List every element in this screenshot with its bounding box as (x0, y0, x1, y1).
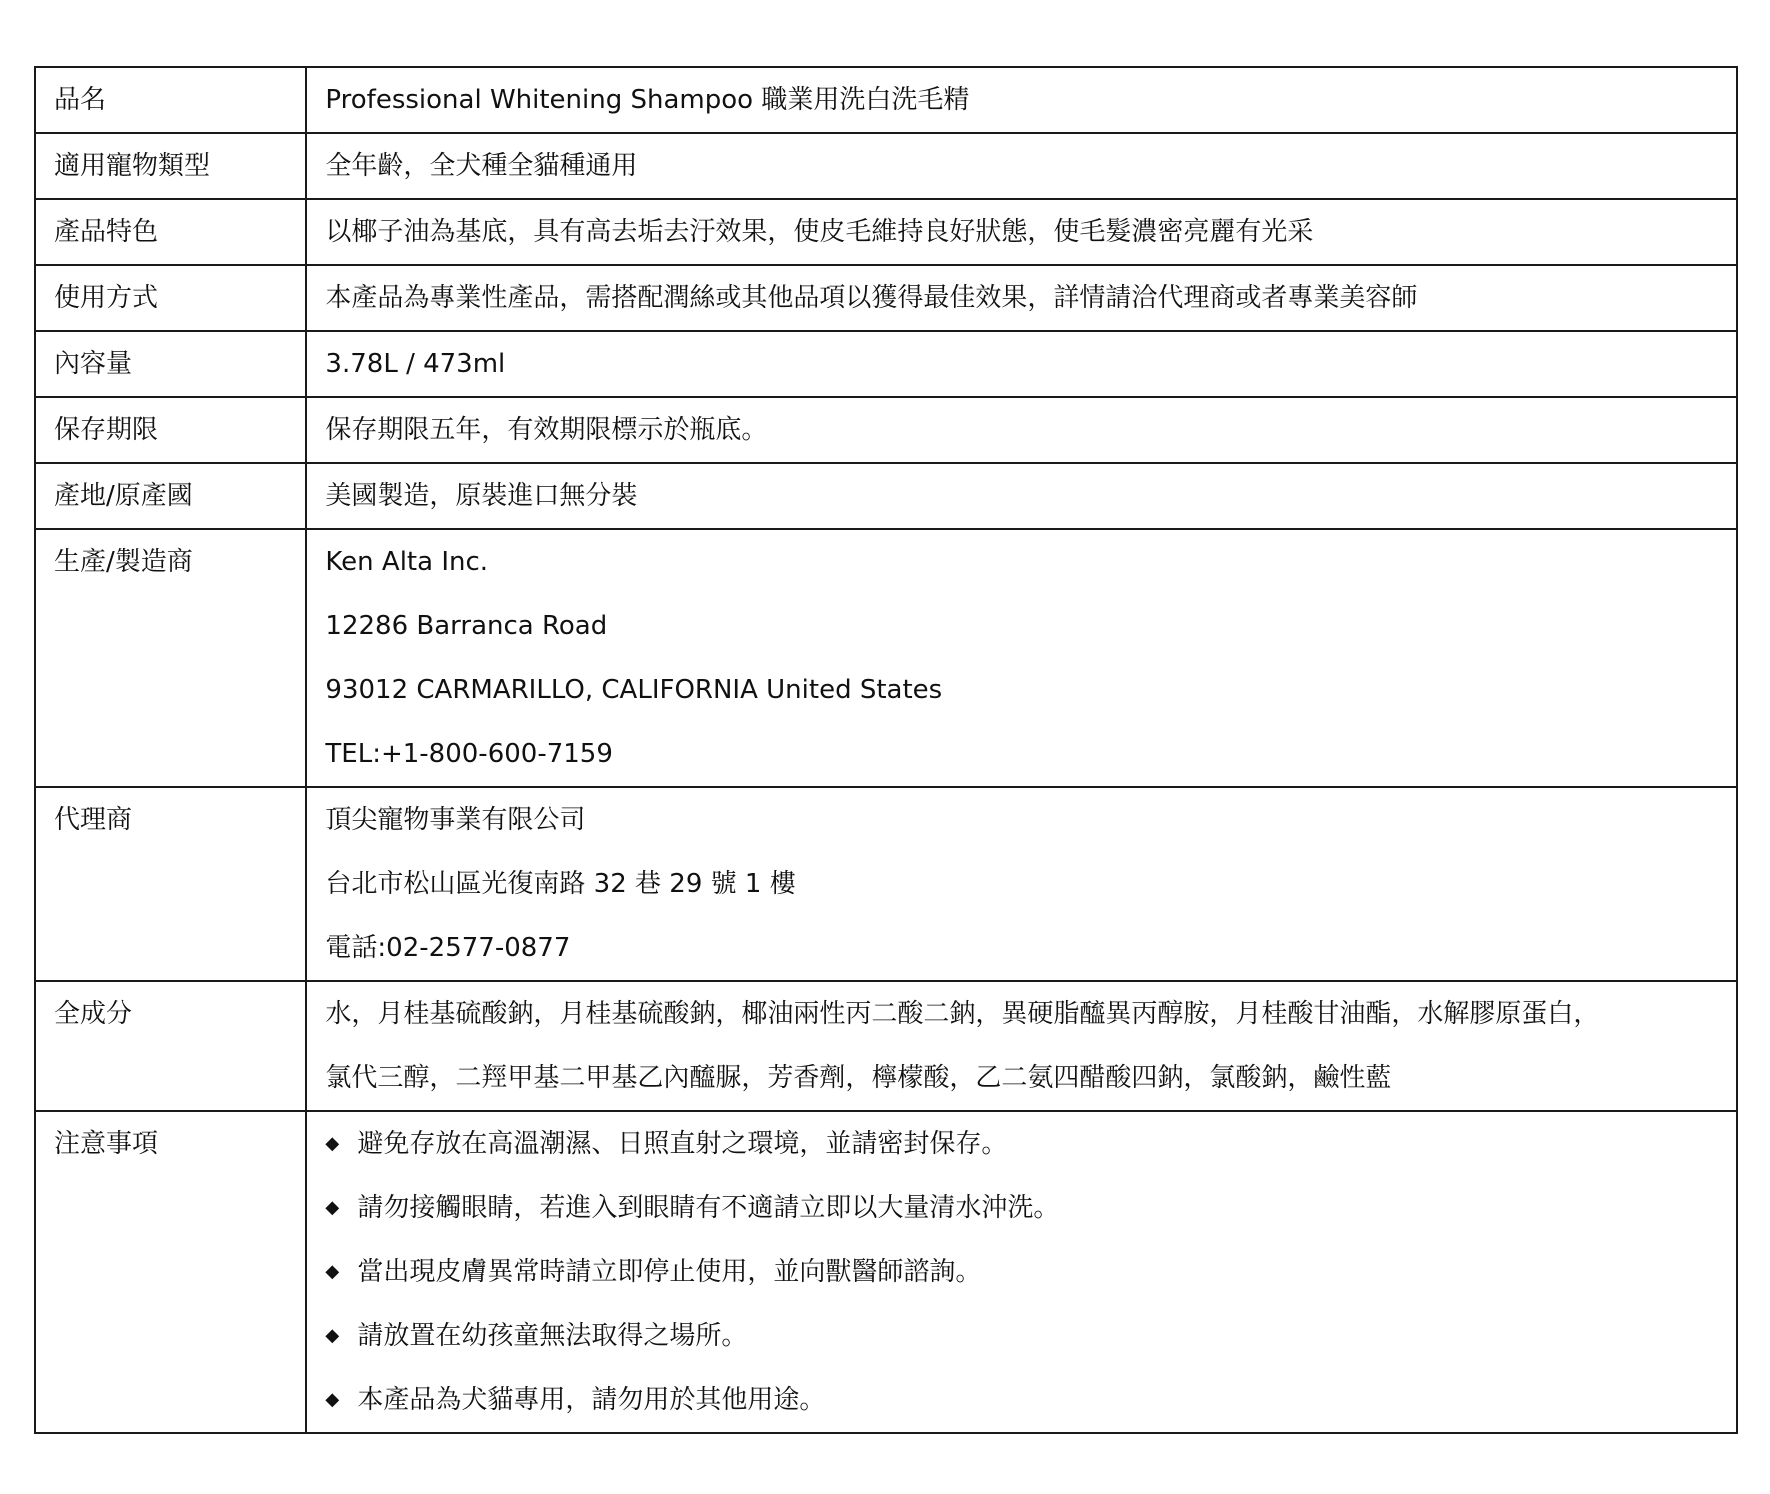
row-label: 適用寵物類型 (35, 133, 306, 199)
value-line: 12286 Barranca Road (325, 611, 608, 641)
diamond-bullet-icon: ◆ (325, 1261, 340, 1282)
note-item (325, 1240, 1718, 1304)
row-shelf-life (35, 397, 1737, 463)
note-text: 避免存放在高溫潮濕、日照直射之環境，並請密封保存。 (357, 1129, 1008, 1159)
row-label: 產品特色 (35, 199, 306, 265)
row-product-name (35, 67, 1737, 133)
diamond-bullet-icon: ◆ (325, 1133, 340, 1154)
note-item (325, 1368, 1718, 1432)
row-label: 保存期限 (35, 397, 306, 463)
row-volume (35, 331, 1737, 397)
value-line: 3.78L / 473ml (325, 349, 506, 379)
row-notes (35, 1111, 1737, 1433)
row-usage (35, 265, 1737, 331)
note-item (325, 1304, 1718, 1368)
diamond-bullet-icon: ◆ (325, 1389, 340, 1410)
row-value (306, 67, 1737, 133)
row-distributor (35, 787, 1737, 981)
diamond-bullet-icon: ◆ (325, 1197, 340, 1218)
value-line: TEL:+1-800-600-7159 (325, 739, 613, 769)
row-value (306, 1111, 1737, 1433)
row-label: 注意事項 (35, 1111, 306, 1433)
row-origin (35, 463, 1737, 529)
row-value (306, 981, 1737, 1111)
value-line: Professional Whitening Shampoo 職業用洗白洗毛精 (325, 85, 970, 115)
value-line: 以椰子油為基底，具有高去垢去汙效果，使皮毛維持良好狀態，使毛髮濃密亮麗有光采 (325, 217, 1314, 247)
value-line: Ken Alta Inc. (325, 547, 489, 577)
note-text: 請放置在幼孩童無法取得之場所。 (357, 1321, 748, 1351)
note-item (325, 1112, 1718, 1176)
value-line: 美國製造，原裝進口無分裝 (325, 481, 638, 511)
row-label: 代理商 (35, 787, 306, 981)
value-line: 台北市松山區光復南路 32 巷 29 號 1 樓 (325, 869, 796, 899)
value-line: 水，月桂基硫酸鈉，月桂基硫酸鈉，椰油兩性丙二酸二鈉，異硬脂醯異丙醇胺，月桂酸甘油酯，水解膠原蛋白， (325, 999, 1600, 1029)
row-value (306, 133, 1737, 199)
row-label: 產地/原產國 (35, 463, 306, 529)
note-text: 當出現皮膚異常時請立即停止使用，並向獸醫師諮詢。 (357, 1257, 982, 1287)
row-manufacturer (35, 529, 1737, 787)
row-label: 全成分 (35, 981, 306, 1111)
value-line: 電話:02-2577-0877 (325, 933, 571, 963)
value-line: 全年齡，全犬種全貓種通用 (325, 151, 638, 181)
note-text: 請勿接觸眼睛，若進入到眼睛有不適請立即以大量清水沖洗。 (357, 1193, 1060, 1223)
row-features (35, 199, 1737, 265)
value-line: 保存期限五年，有效期限標示於瓶底。 (325, 415, 768, 445)
row-label: 使用方式 (35, 265, 306, 331)
row-value (306, 463, 1737, 529)
value-line: 本產品為專業性產品，需搭配潤絲或其他品項以獲得最佳效果，詳情請洽代理商或者專業美容師 (325, 283, 1418, 313)
row-value (306, 397, 1737, 463)
value-line: 頂尖寵物事業有限公司 (325, 805, 586, 835)
row-label: 內容量 (35, 331, 306, 397)
row-value (306, 265, 1737, 331)
row-label: 生產/製造商 (35, 529, 306, 787)
row-ingredients (35, 981, 1737, 1111)
note-text: 本產品為犬貓專用，請勿用於其他用途。 (357, 1385, 826, 1415)
value-line: 氯代三醇，二羥甲基二甲基乙內醯脲，芳香劑，檸檬酸，乙二氨四醋酸四鈉，氯酸鈉，鹼性藍 (325, 1063, 1392, 1093)
row-label: 品名 (35, 67, 306, 133)
value-line: 93012 CARMARILLO, CALIFORNIA United States (325, 675, 943, 705)
row-pet-type (35, 133, 1737, 199)
spec-table-body (35, 67, 1737, 1433)
row-value (306, 529, 1737, 787)
row-value (306, 331, 1737, 397)
row-value (306, 787, 1737, 981)
product-spec-table (34, 66, 1738, 1434)
note-item (325, 1176, 1718, 1240)
row-value (306, 199, 1737, 265)
diamond-bullet-icon: ◆ (325, 1325, 340, 1346)
